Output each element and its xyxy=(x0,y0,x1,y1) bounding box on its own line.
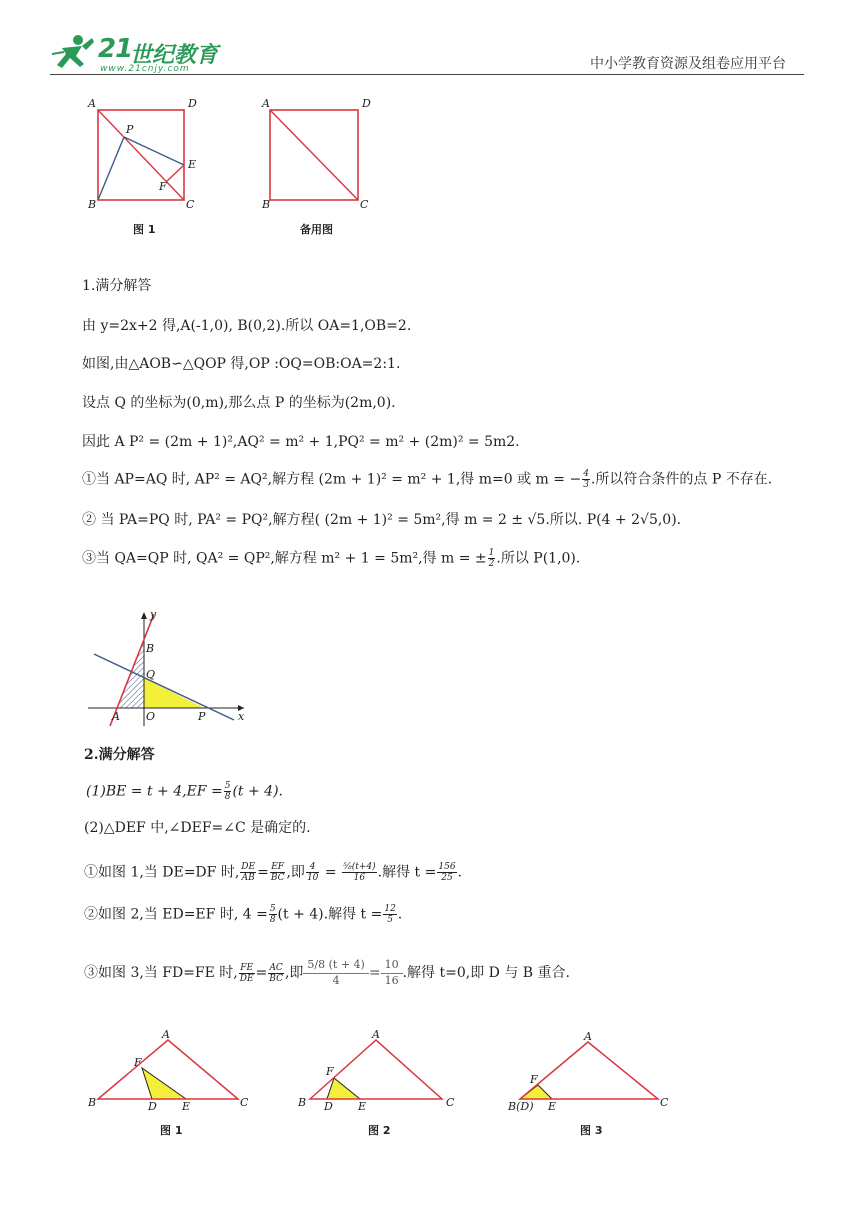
q1-line3: 设点 Q 的坐标为(0,m),那么点 P 的坐标为(2m,0). xyxy=(82,395,396,411)
platform-name: 中小学教育资源及组卷应用平台 xyxy=(590,56,786,72)
q2-part2: (2)△DEF 中,∠DEF=∠C 是确定的. xyxy=(84,820,311,836)
q2-part1-tail: (t + 4). xyxy=(232,783,283,800)
numerator: 1 xyxy=(488,548,495,558)
logo-text: 世纪教育 xyxy=(130,43,219,68)
q2-case2 xyxy=(84,904,402,925)
logo-number: 21 xyxy=(98,34,133,64)
denominator: 8 xyxy=(269,915,276,925)
denominator: BC xyxy=(270,873,285,883)
logo-url: www.21cnjy.com xyxy=(100,64,190,74)
q2-case3-text: ③如图 3,当 FD=FE 时, xyxy=(84,965,238,981)
label-P: P xyxy=(198,710,206,723)
q1-case1-text: ①当 AP=AQ 时, AP² = AQ²,解方程 (2m + 1)² = m² + 1,得 m=0 或 m = − xyxy=(82,471,582,488)
q1-case1 xyxy=(82,469,772,490)
label-C: C xyxy=(240,1096,249,1109)
triangle-figure-1 xyxy=(87,1028,249,1113)
fraction xyxy=(342,862,377,883)
caption-tri-fig1: 图 1 xyxy=(160,1124,183,1137)
label-A: A xyxy=(584,1030,592,1043)
fraction xyxy=(270,862,286,883)
numerator: 156 xyxy=(438,862,456,872)
square-figure-spare xyxy=(261,97,371,211)
numerator: 10 xyxy=(381,958,403,974)
label-A: A xyxy=(112,710,120,723)
q1-case1-tail: .所以符合条件的点 P 不存在. xyxy=(590,471,773,488)
denominator: 2 xyxy=(488,559,495,569)
label-F: F xyxy=(530,1073,538,1086)
fraction xyxy=(306,862,319,883)
period: . xyxy=(397,906,403,923)
denominator: 10 xyxy=(306,873,319,883)
numerator: 5 xyxy=(224,781,231,791)
fraction xyxy=(269,904,277,925)
label-F: F xyxy=(326,1065,334,1078)
denominator: AB xyxy=(241,873,255,883)
q2-case3-tail: .解得 t=0,即 D 与 B 重合. xyxy=(402,965,570,981)
denominator: 8 xyxy=(224,792,231,802)
numerator: DE xyxy=(241,862,256,872)
label-B: B xyxy=(146,642,155,655)
label-D: D xyxy=(362,97,371,110)
denominator: 16 xyxy=(384,974,399,987)
label-F: F xyxy=(134,1056,142,1069)
label-D: D xyxy=(148,1100,157,1113)
numerator: 4 xyxy=(583,469,589,479)
fraction xyxy=(240,862,256,883)
caption-spare: 备用图 xyxy=(300,223,333,236)
label-B: B xyxy=(298,1096,307,1109)
q2-case1-mid: ,即 xyxy=(286,864,305,881)
label-B: B xyxy=(88,198,97,211)
fraction xyxy=(224,781,232,802)
numerator: AC xyxy=(269,962,283,973)
label-F: F xyxy=(159,180,167,193)
label-Q: Q xyxy=(146,668,156,681)
fraction xyxy=(268,963,284,984)
q1-case2: ② 当 PA=PQ 时, PA² = PQ²,解方程( (2m + 1)² = 5m²,得 m = 2 ± √5.所以. P(4 + 2√5,0). xyxy=(82,512,682,528)
coordinate-graph xyxy=(84,608,254,728)
caption-tri-fig2: 图 2 xyxy=(368,1124,391,1137)
label-x: x xyxy=(238,710,245,723)
label-D: D xyxy=(324,1100,333,1113)
q2-case2-mid: (t + 4).解得 t = xyxy=(277,906,383,923)
q1-case3-tail: .所以 P(1,0). xyxy=(496,550,581,567)
triangle-figure-3 xyxy=(507,1030,669,1113)
label-B-D: B(D) xyxy=(508,1100,534,1113)
fraction-image xyxy=(381,958,403,988)
equals-sign: = xyxy=(257,864,269,881)
numerator: ⁵⁄₈(t+4) xyxy=(343,862,376,872)
fraction xyxy=(488,548,496,569)
label-B: B xyxy=(262,198,271,211)
q1-heading: 1.满分解答 xyxy=(82,278,152,294)
runner-icon xyxy=(52,34,96,72)
denominator: 5 xyxy=(387,915,393,925)
denominator: DE xyxy=(239,973,254,984)
denominator: 25 xyxy=(441,873,453,883)
fraction-image xyxy=(303,958,368,988)
q2-case1-tail: .解得 t = xyxy=(377,864,437,881)
numerator: EF xyxy=(271,862,285,872)
q2-case3-mid: ,即 xyxy=(284,965,304,981)
fraction xyxy=(239,963,255,984)
label-E: E xyxy=(548,1100,557,1113)
q1-case3 xyxy=(82,548,580,569)
top-figures xyxy=(80,92,380,242)
label-E: E xyxy=(182,1100,191,1113)
fraction xyxy=(437,862,456,883)
q1-line2: 如图,由△AOB∽△QOP 得,OP :OQ=OB:OA=2:1. xyxy=(82,356,401,372)
numerator: 5/8 (t + 4) xyxy=(303,958,368,974)
q2-part1 xyxy=(86,781,283,802)
label-C: C xyxy=(360,198,369,211)
label-A: A xyxy=(262,97,270,110)
label-B: B xyxy=(88,1096,97,1109)
denominator: 16 xyxy=(353,873,366,883)
q2-part1-text: (1)BE = t + 4,EF = xyxy=(86,783,223,800)
q2-case3 xyxy=(84,953,570,993)
header-rule xyxy=(50,74,804,75)
q2-heading: 2.满分解答 xyxy=(84,747,155,763)
label-A: A xyxy=(372,1028,380,1041)
label-A: A xyxy=(162,1028,170,1041)
bottom-figures xyxy=(84,1028,684,1118)
fraction xyxy=(383,904,396,925)
numerator: FE xyxy=(240,962,254,973)
equals-sign: = xyxy=(255,965,268,981)
denominator: 3 xyxy=(583,480,589,490)
fraction xyxy=(582,469,590,490)
label-D: D xyxy=(188,97,197,110)
numerator: 5 xyxy=(269,904,276,914)
denominator: 4 xyxy=(332,974,340,987)
q2-case1-text: ①如图 1,当 DE=DF 时, xyxy=(84,864,240,881)
q2-case2-text: ②如图 2,当 ED=EF 时, 4 = xyxy=(84,906,268,923)
denominator: BC xyxy=(269,973,283,984)
numerator: 12 xyxy=(384,904,396,914)
period: . xyxy=(457,864,463,881)
label-C: C xyxy=(660,1096,669,1109)
label-C: C xyxy=(446,1096,455,1109)
q2-case1: ①如图 1,当 DE=DF 时, $\frac{DE}{AB}$ = $\frac{EF}{BC}$ ,即 $\frac{4}{10}$ = $\frac{\text{⁵⁄₈(t+4)}}{16}$ .解得 t = $\frac{156}{25}$ . xyxy=(84,862,463,883)
triangle-figure-2 xyxy=(297,1028,455,1113)
label-A: A xyxy=(88,97,96,110)
q1-line4: 因此 A P² = (2m + 1)²,AQ² = m² + 1,PQ² = m² + (2m)² = 5m2. xyxy=(82,434,520,450)
label-E: E xyxy=(358,1100,367,1113)
label-y: y xyxy=(150,608,157,621)
square-figure-1 xyxy=(87,97,197,211)
label-P: P xyxy=(126,123,134,136)
q1-line1: 由 y=2x+2 得,A(-1,0), B(0,2).所以 OA=1,OB=2. xyxy=(82,318,412,334)
label-E: E xyxy=(188,158,197,171)
caption-fig1: 图 1 xyxy=(133,223,156,236)
equals-sign: = xyxy=(368,965,381,981)
label-C: C xyxy=(186,198,195,211)
numerator: 4 xyxy=(306,862,319,873)
q1-case3-text: ③当 QA=QP 时, QA² = QP²,解方程 m² + 1 = 5m²,得 m = ± xyxy=(82,550,487,567)
label-O: O xyxy=(146,710,156,723)
logo xyxy=(52,30,222,76)
caption-tri-fig3: 图 3 xyxy=(580,1124,603,1137)
